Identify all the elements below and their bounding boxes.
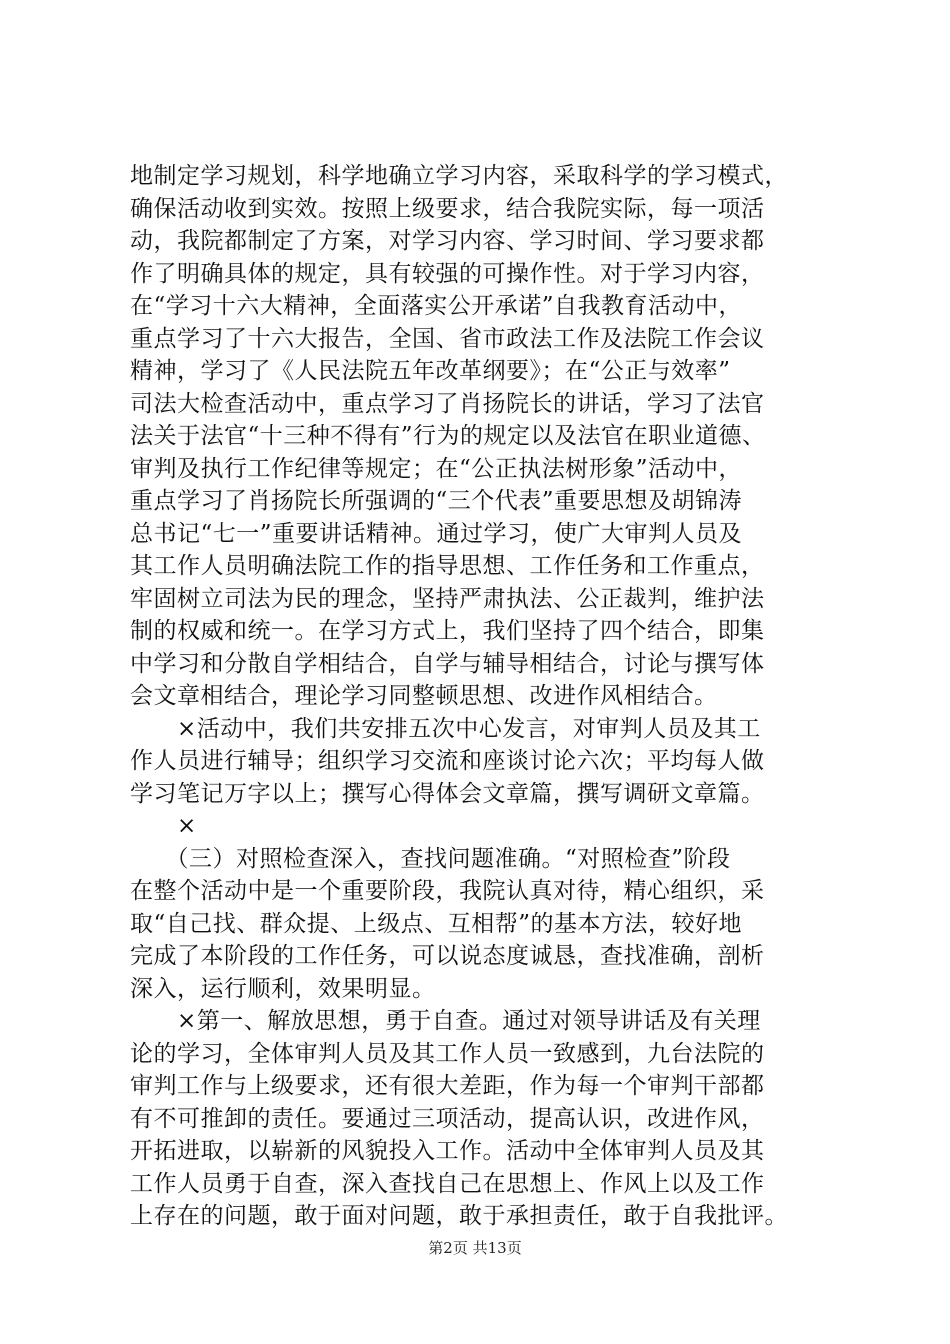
text-line: 动，我院都制定了方案，对学习内容、学习时间、学习要求都 — [130, 228, 765, 254]
text-line: × — [130, 813, 197, 839]
text-line: 上存在的问题，敢于面对问题，敢于承担责任，敢于自我批评。 — [130, 1203, 788, 1229]
text-line: 有不可推卸的责任。要通过三项活动，提高认识，改进作风， — [130, 1105, 765, 1132]
text-line: 司法大检查活动中，重点学习了肖扬院长的讲话，学习了法官 — [130, 390, 765, 417]
page-footer: 第2页 共13页 — [428, 1239, 522, 1257]
text-line: 学习笔记万字以上；撰写心得体会文章篇，撰写调研文章篇。 — [130, 780, 765, 807]
text-line: 论的学习，全体审判人员及其工作人员一致感到，九台法院的 — [130, 1040, 765, 1067]
text-line: 会文章相结合，理论学习同整顿思想、改进作风相结合。 — [130, 683, 718, 709]
text-line: 精神，学习了《人民法院五年改革纲要》；在“公正与效率” — [130, 358, 731, 384]
text-line: 重点学习了肖扬院长所强调的“三个代表”重要思想及胡锦涛 — [130, 488, 743, 514]
text-line: 总书记“七一”重要讲话精神。通过学习，使广大审判人员及 — [130, 520, 743, 547]
text-line: 重点学习了十六大报告，全国、省市政法工作及法院工作会议 — [130, 325, 765, 352]
text-line: ×活动中，我们共安排五次中心发言，对审判人员及其工 — [130, 715, 761, 742]
text-line: 取“自己找、群众提、上级点、互相帮”的基本方法，较好地 — [130, 910, 743, 937]
text-line: 在“学习十六大精神，全面落实公开承诺”自我教育活动中， — [130, 293, 743, 319]
text-line: 审判及执行工作纪律等规定；在“公正执法树形象”活动中， — [130, 455, 743, 482]
text-line: 确保活动收到实效。按照上级要求，结合我院实际，每一项活 — [130, 195, 765, 222]
text-line: 完成了本阶段的工作任务，可以说态度诚恳，查找准确，剖析 — [130, 943, 765, 969]
text-line: 牢固树立司法为民的理念，坚持严肃执法、公正裁判，维护法 — [130, 585, 765, 612]
text-line: 中学习和分散自学相结合，自学与辅导相结合，讨论与撰写体 — [130, 650, 765, 677]
text-line: 法关于法官“十三种不得有”行为的规定以及法官在职业道德、 — [130, 423, 766, 449]
text-line: 深入，运行顺利，效果明显。 — [130, 975, 436, 1002]
text-line: 地制定学习规划，科学地确立学习内容，采取科学的学习模式， — [130, 163, 788, 189]
text-line: 作人员进行辅导；组织学习交流和座谈讨论六次；平均每人做 — [130, 748, 765, 774]
text-line: 其工作人员明确法院工作的指导思想、工作任务和工作重点， — [130, 553, 765, 579]
body-text — [130, 160, 830, 1233]
text-line: 开拓进取，以崭新的风貌投入工作。活动中全体审判人员及其 — [130, 1138, 765, 1164]
text-line: 审判工作与上级要求，还有很大差距，作为每一个审判干部都 — [130, 1073, 765, 1099]
text-line: 制的权威和统一。在学习方式上，我们坚持了四个结合，即集 — [130, 618, 765, 644]
text-line: ×第一、解放思想，勇于自查。通过对领导讲话及有关理 — [130, 1008, 761, 1034]
text-line: 在整个活动中是一个重要阶段，我院认真对待，精心组织，采 — [130, 878, 765, 904]
text-line: 工作人员勇于自查，深入查找自己在思想上、作风上以及工作 — [130, 1170, 765, 1197]
text-line: （三）对照检查深入，查找问题准确。“对照检查”阶段 — [130, 845, 731, 872]
text-line: 作了明确具体的规定，具有较强的可操作性。对于学习内容， — [130, 260, 765, 287]
